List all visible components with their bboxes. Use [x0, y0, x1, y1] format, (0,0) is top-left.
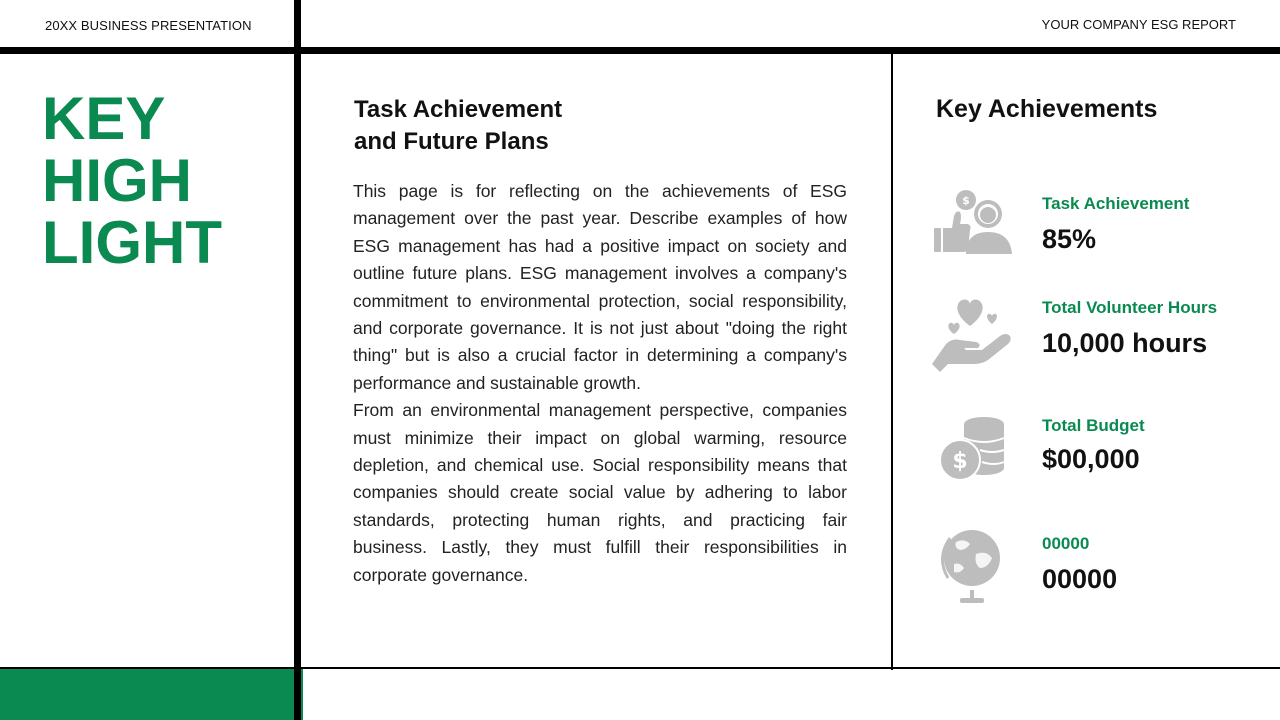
achievements-title: Key Achievements [936, 95, 1158, 123]
achievement-value: 85% [1042, 224, 1097, 254]
achievement-label: Total Volunteer Hours [1042, 298, 1218, 317]
thumbs-up-person-icon [926, 188, 1022, 278]
hand-hearts-icon [926, 292, 1022, 382]
accent-block [0, 669, 294, 720]
bottom-divider [301, 667, 1280, 669]
body-paragraph: This page is for reflecting on the achievements of ESG management over the past year. Describe examples of how ESG management has had a positive impact on society and outline future plans. ESG management involves a company's commitment to environmental protection, social responsibility, and corporate governance. It is not just about "doing the right thing" but is also a crucial factor in determining a company's performance and sustainable growth. [353, 181, 847, 393]
right-column-divider [891, 54, 893, 670]
svg-text:$: $ [952, 449, 968, 474]
achievement-value: 10,000 hours [1042, 328, 1208, 358]
achievement-item [926, 528, 1266, 618]
section-title [354, 94, 562, 158]
top-divider [0, 47, 1280, 54]
achievement-label: Total Budget [1042, 416, 1145, 435]
section-title-line: Task Achievement [354, 96, 563, 123]
key-highlight-title [42, 85, 222, 276]
achievement-value: $00,000 [1042, 444, 1140, 474]
achievement-item [926, 414, 1266, 504]
key-highlight-line: KEY [42, 85, 166, 152]
header-left-title: 20XX BUSINESS PRESENTATION [45, 18, 252, 33]
header-right-title: YOUR COMPANY ESG REPORT [1041, 17, 1236, 32]
key-highlight-line: HIGH [42, 147, 192, 214]
achievement-value: 00000 [1042, 564, 1118, 594]
achievement-item [926, 188, 1266, 278]
coins-dollar-icon [926, 414, 1022, 504]
accent-strip [301, 669, 303, 720]
globe-icon [926, 528, 1022, 618]
left-column-divider [294, 0, 301, 720]
achievement-item [926, 292, 1266, 382]
achievement-label: Task Achievement [1042, 194, 1190, 213]
section-title-line: and Future Plans [354, 128, 549, 155]
key-highlight-line: LIGHT [42, 209, 222, 276]
svg-text:$: $ [962, 194, 970, 207]
section-body [353, 178, 847, 589]
body-paragraph: From an environmental management perspective, companies must minimize their impact on global warming, resource depletion, and chemical use. Social responsibility means that companies should create social value by adhering to labor standards, protecting human rights, and practicing fair business. Lastly, they must fulfill their responsibilities in corporate governance. [353, 400, 847, 585]
achievement-label: 00000 [1042, 534, 1090, 553]
